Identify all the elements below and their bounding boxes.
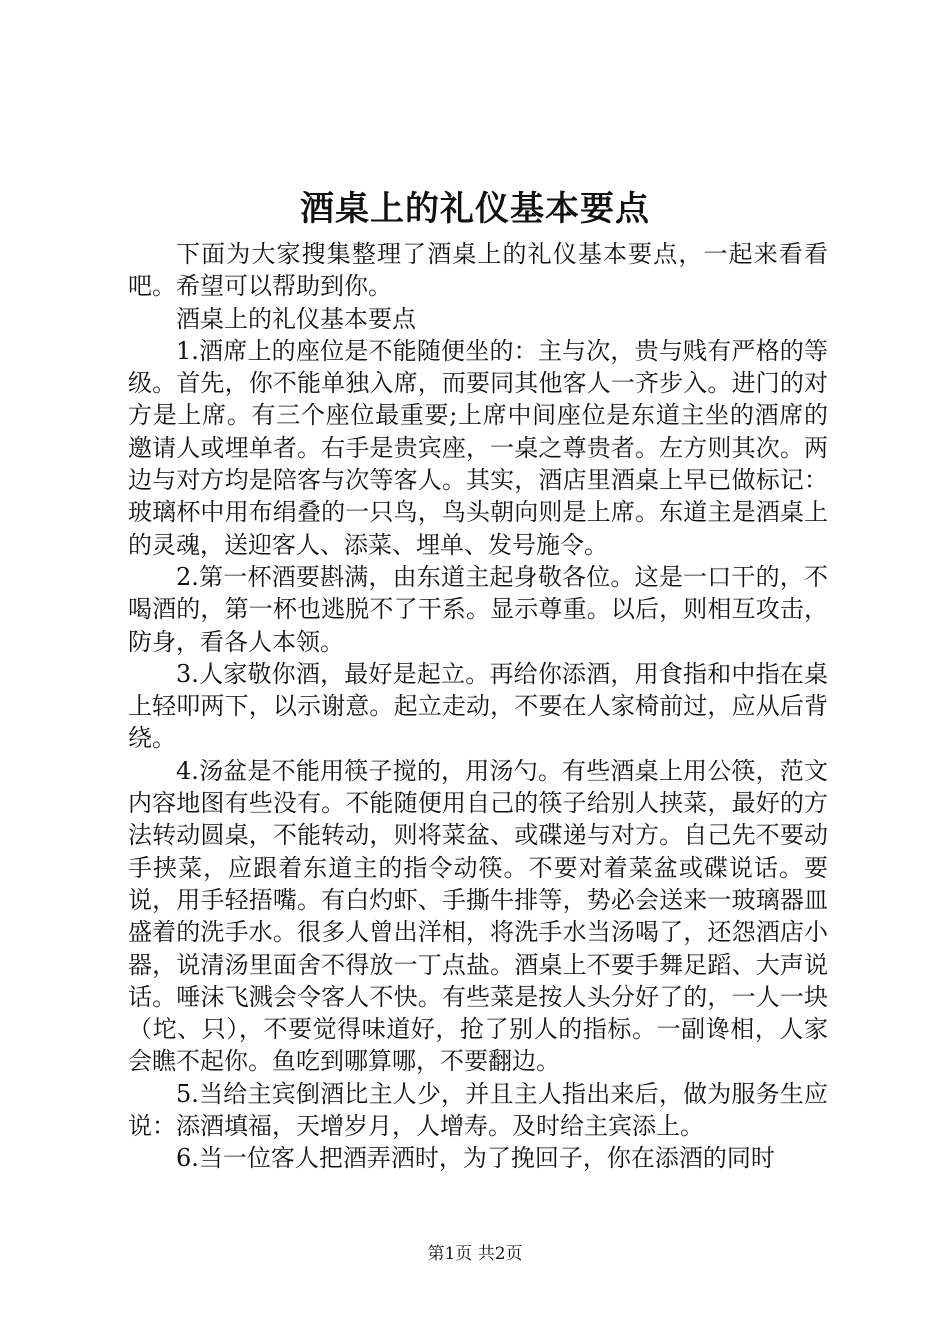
paragraph-point-2: 2.第一杯酒要斟满，由东道主起身敬各位。这是一口干的，不喝酒的，第一杯也逃脱不了干系。显示尊重。以后，则相互攻击，防身，看各人本领。	[128, 562, 828, 656]
paragraph-point-3: 3.人家敬你酒，最好是起立。再给你添酒，用食指和中指在桌上轻叩两下，以示谢意。起立走动，不要在人家椅前过，应从后背绕。	[128, 659, 828, 753]
paragraph-subheading: 酒桌上的礼仪基本要点	[176, 304, 416, 333]
paragraph-intro: 下面为大家搜集整理了酒桌上的礼仪基本要点，一起来看看吧。希望可以帮助到你。	[128, 240, 828, 301]
page-title: 酒桌上的礼仪基本要点	[300, 189, 650, 229]
document-body	[128, 238, 828, 1175]
page-footer: 第1页 共2页	[427, 1244, 523, 1264]
paragraph-point-6: 6.当一位客人把酒弄洒时，为了挽回子，你在添酒的同时	[176, 1144, 775, 1173]
paragraph-point-1: 1.酒席上的座位是不能随便坐的：主与次，贵与贱有严格的等级。首先，你不能单独入席，而要同其他客人一齐步入。进门的对方是上席。有三个座位最重要;上席中间座位是东道主坐的酒席的邀请人或埋单者。右手是贵宾座，一桌之尊贵者。左方则其次。两边与对方均是陪客与次等客人。其实，酒店里酒桌上早已做标记：玻璃杯中用布绢叠的一只鸟，鸟头朝向则是上席。东道主是酒桌上的灵魂，送迎客人、添菜、埋单、发号施令。	[128, 336, 828, 559]
paragraph-point-5: 5.当给主宾倒酒比主人少，并且主人指出来后，做为服务生应说：添酒填福，天增岁月，人增寿。及时给主宾添上。	[128, 1079, 828, 1141]
paragraph-point-4: 4.汤盆是不能用筷子搅的，用汤勺。有些酒桌上用公筷，范文内容地图有些没有。不能随便用自己的筷子给别人挟菜，最好的方法转动圆桌，不能转动，则将菜盆、或碟递与对方。自己先不要动手挟菜，应跟着东道主的指令动筷。不要对着菜盆或碟说话。要说，用手轻捂嘴。有白灼虾、手撕牛排等，势必会送来一玻璃器皿盛着的洗手水。很多人曾出洋相，将洗手水当汤喝了，还怨酒店小器，说清汤里面舍不得放一丁点盐。酒桌上不要手舞足蹈、大声说话。唾沫飞溅会令客人不快。有些菜是按人头分好了的，一人一块（坨、只），不要觉得味道好，抢了别人的指标。一副谗相，人家会瞧不起你。鱼吃到哪算哪，不要翻边。	[128, 756, 828, 1076]
